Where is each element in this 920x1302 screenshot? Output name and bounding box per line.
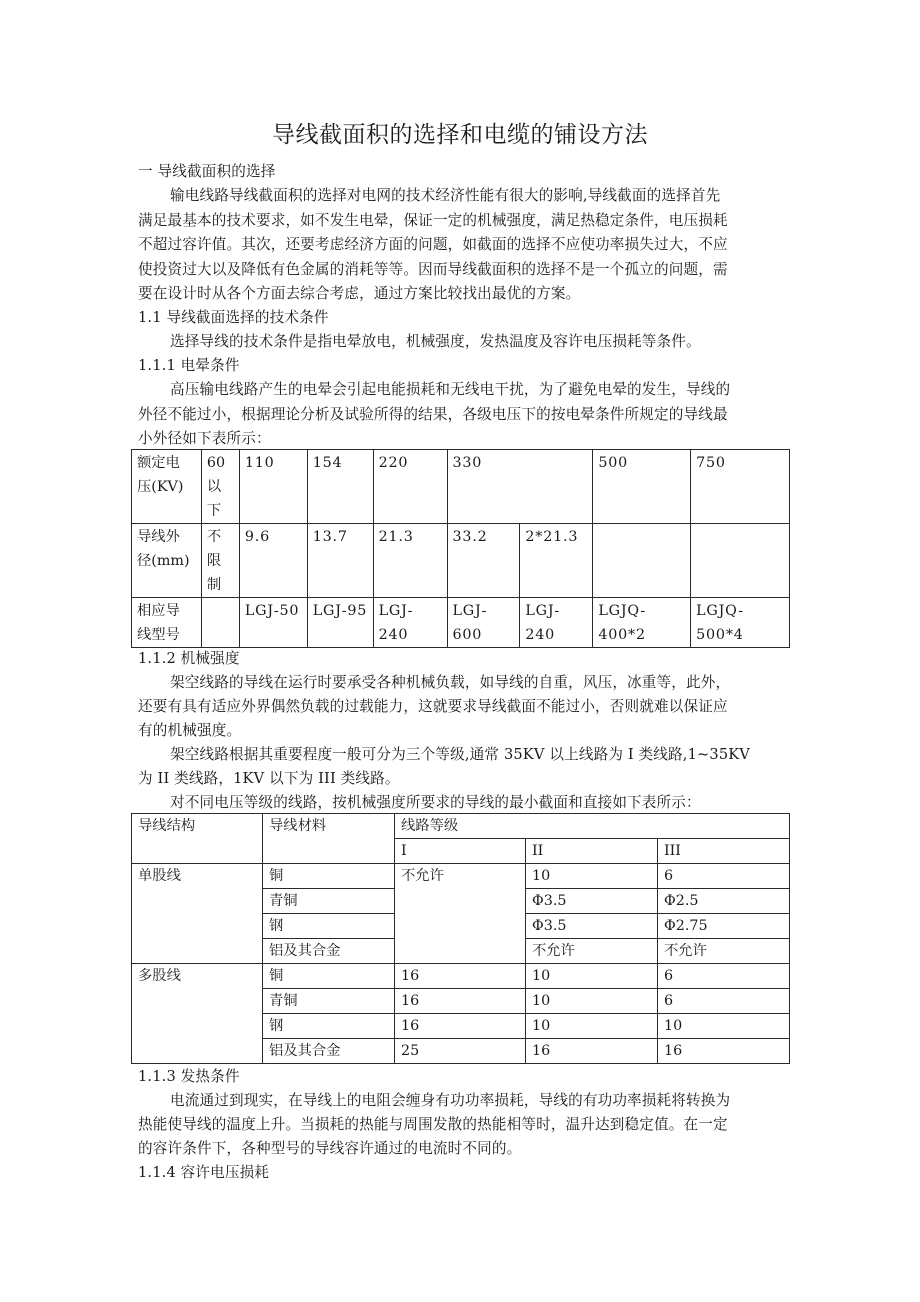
grade-i-cell: 不允许 bbox=[395, 864, 526, 964]
grade-iii-cell: 6 bbox=[658, 989, 790, 1014]
header-grade-ii: II bbox=[526, 839, 658, 864]
header-grade-iii: III bbox=[658, 839, 790, 864]
cell-text: 制 bbox=[206, 577, 222, 593]
material-cell: 铜 bbox=[263, 864, 395, 889]
material-cell: 青铜 bbox=[263, 889, 395, 914]
paragraph-line: 使投资过大以及降低有色金属的消耗等等。因而导线截面积的选择不是一个孤立的问题，需 bbox=[138, 261, 728, 278]
cell-text: 60 bbox=[206, 455, 226, 471]
header-structure: 导线结构 bbox=[132, 814, 263, 864]
table-row bbox=[132, 864, 790, 889]
mechanical-strength-table bbox=[131, 813, 790, 1064]
table-cell bbox=[201, 524, 239, 598]
grade-i-cell: 16 bbox=[395, 989, 526, 1014]
table-row bbox=[132, 450, 790, 524]
grade-ii-cell: Φ3.5 bbox=[526, 889, 658, 914]
table-cell: 330 bbox=[447, 450, 593, 524]
table-cell: 500 bbox=[593, 450, 691, 524]
grade-i-cell: 16 bbox=[395, 964, 526, 989]
grade-i-cell: 16 bbox=[395, 1014, 526, 1039]
grade-iii-cell: 6 bbox=[658, 964, 790, 989]
grade-ii-cell: 10 bbox=[526, 1014, 658, 1039]
cell-text: 限 bbox=[206, 553, 222, 569]
paragraph-line: 架空线路的导线在运行时要承受各种机械负载，如导线的自重，风压，冰重等，此外， bbox=[170, 674, 731, 691]
paragraph-line: 小外径如下表所示： bbox=[138, 430, 271, 447]
table-cell: 154 bbox=[307, 450, 373, 524]
paragraph-line: 满足最基本的技术要求，如不发生电晕，保证一定的机械强度，满足热稳定条件，电压损耗 bbox=[138, 212, 728, 229]
grade-iii-cell: Φ2.5 bbox=[658, 889, 790, 914]
grade-iii-cell: 16 bbox=[658, 1039, 790, 1064]
cell-text: 压(KV) bbox=[137, 479, 184, 495]
section-heading-1-1-3: 1.1.3 发热条件 bbox=[138, 1068, 240, 1085]
grade-ii-cell: 10 bbox=[526, 989, 658, 1014]
material-cell: 钢 bbox=[263, 1014, 395, 1039]
table-row bbox=[132, 964, 790, 989]
grade-iii-cell: 6 bbox=[658, 864, 790, 889]
paragraph-line: 不超过容许值。其次，还要考虑经济方面的问题，如截面的选择不应使功率损失过大，不应 bbox=[138, 236, 728, 253]
cell-text: 下 bbox=[206, 503, 222, 519]
table-cell: 750 bbox=[691, 450, 790, 524]
table-cell: LGJ-95 bbox=[307, 598, 373, 648]
cell-text: 相应导 bbox=[137, 603, 180, 619]
paragraph-line: 电流通过到现实，在导线上的电阻会缠身有功功率损耗，导线的有功功率损耗将转换为 bbox=[170, 1092, 731, 1109]
cell-text: 导线外 bbox=[137, 529, 180, 545]
table-cell-label bbox=[132, 598, 202, 648]
cell-text: 以 bbox=[206, 479, 222, 495]
paragraph-line: 的容许条件下，各种型号的导线容许通过的电流时不同的。 bbox=[138, 1140, 522, 1157]
table-cell: 220 bbox=[373, 450, 447, 524]
section-heading-1: 一 导线截面积的选择 bbox=[138, 163, 276, 180]
table-cell: LGJ-240 bbox=[373, 598, 447, 648]
paragraph-line: 要在设计时从各个方面去综合考虑，通过方案比较找出最优的方案。 bbox=[138, 285, 581, 302]
header-material: 导线材料 bbox=[263, 814, 395, 864]
table-cell bbox=[201, 450, 239, 524]
table-cell: 33.2 bbox=[447, 524, 520, 598]
paragraph-line: 对不同电压等级的线路，按机械强度所要求的导线的最小截面和直接如下表所示： bbox=[170, 794, 701, 811]
table-cell-label bbox=[132, 524, 202, 598]
section-heading-1-1-2: 1.1.2 机械强度 bbox=[138, 650, 240, 667]
table-cell: LGJQ-500*4 bbox=[691, 598, 790, 648]
table-cell bbox=[691, 524, 790, 598]
header-grade: 线路等级 bbox=[395, 814, 790, 839]
paragraph-line: 外径不能过小，根据理论分析及试验所得的结果，各级电压下的按电晕条件所规定的导线最 bbox=[138, 406, 728, 423]
table-cell bbox=[593, 524, 691, 598]
grade-iii-cell: 10 bbox=[658, 1014, 790, 1039]
material-cell: 青铜 bbox=[263, 989, 395, 1014]
section-heading-1-1-1: 1.1.1 电晕条件 bbox=[138, 357, 240, 374]
section-heading-1-1-4: 1.1.4 容许电压损耗 bbox=[138, 1164, 270, 1181]
cell-text: 不 bbox=[206, 529, 222, 545]
structure-cell: 单股线 bbox=[132, 864, 263, 964]
table-cell: LGJ-240 bbox=[520, 598, 593, 648]
structure-cell: 多股线 bbox=[132, 964, 263, 1064]
grade-ii-cell: 16 bbox=[526, 1039, 658, 1064]
material-cell: 铜 bbox=[263, 964, 395, 989]
paragraph-line: 有的机械强度。 bbox=[138, 722, 242, 739]
grade-iii-cell: Φ2.75 bbox=[658, 914, 790, 939]
table-cell bbox=[201, 598, 239, 648]
grade-ii-cell: 10 bbox=[526, 964, 658, 989]
section-heading-1-1: 1.1 导线截面选择的技术条件 bbox=[138, 309, 329, 326]
paragraph-line: 架空线路根据其重要程度一般可分为三个等级,通常 35KV 以上线路为 I 类线路,1~35KV bbox=[170, 746, 750, 763]
table-header-row bbox=[132, 814, 790, 839]
paragraph-line: 选择导线的技术条件是指电晕放电，机械强度，发热温度及容许电压损耗等条件。 bbox=[170, 333, 701, 350]
grade-ii-cell: 不允许 bbox=[526, 939, 658, 964]
table-cell: 9.6 bbox=[239, 524, 307, 598]
header-grade-i: I bbox=[395, 839, 526, 864]
paragraph-line: 高压输电线路产生的电晕会引起电能损耗和无线电干扰，为了避免电晕的发生，导线的 bbox=[170, 381, 731, 398]
grade-ii-cell: 10 bbox=[526, 864, 658, 889]
cell-text: 额定电 bbox=[137, 455, 180, 471]
table-cell: 21.3 bbox=[373, 524, 447, 598]
table-cell: LGJ-50 bbox=[239, 598, 307, 648]
material-cell: 铝及其合金 bbox=[263, 1039, 395, 1064]
table-cell: 2*21.3 bbox=[520, 524, 593, 598]
corona-diameter-table bbox=[131, 449, 790, 648]
cell-text: 径(mm) bbox=[137, 553, 190, 569]
table-cell: LGJQ-400*2 bbox=[593, 598, 691, 648]
paragraph-line: 为 II 类线路，1KV 以下为 III 类线路。 bbox=[138, 770, 400, 787]
table-cell: 13.7 bbox=[307, 524, 373, 598]
paragraph-line: 热能使导线的温度上升。当损耗的热能与周围发散的热能相等时，温升达到稳定值。在一定 bbox=[138, 1116, 728, 1133]
grade-ii-cell: Φ3.5 bbox=[526, 914, 658, 939]
document-title: 导线截面积的选择和电缆的铺设方法 bbox=[272, 122, 648, 148]
table-cell-label bbox=[132, 450, 202, 524]
paragraph-line: 输电线路导线截面积的选择对电网的技术经济性能有很大的影响,导线截面的选择首先 bbox=[170, 187, 721, 204]
table-row bbox=[132, 524, 790, 598]
table-cell: 110 bbox=[239, 450, 307, 524]
grade-i-cell: 25 bbox=[395, 1039, 526, 1064]
material-cell: 钢 bbox=[263, 914, 395, 939]
grade-iii-cell: 不允许 bbox=[658, 939, 790, 964]
material-cell: 铝及其合金 bbox=[263, 939, 395, 964]
table-cell: LGJ-600 bbox=[447, 598, 520, 648]
cell-text: 线型号 bbox=[137, 627, 180, 643]
paragraph-line: 还要有具有适应外界偶然负载的过载能力，这就要求导线截面不能过小，否则就难以保证应 bbox=[138, 698, 728, 715]
table-row bbox=[132, 598, 790, 648]
